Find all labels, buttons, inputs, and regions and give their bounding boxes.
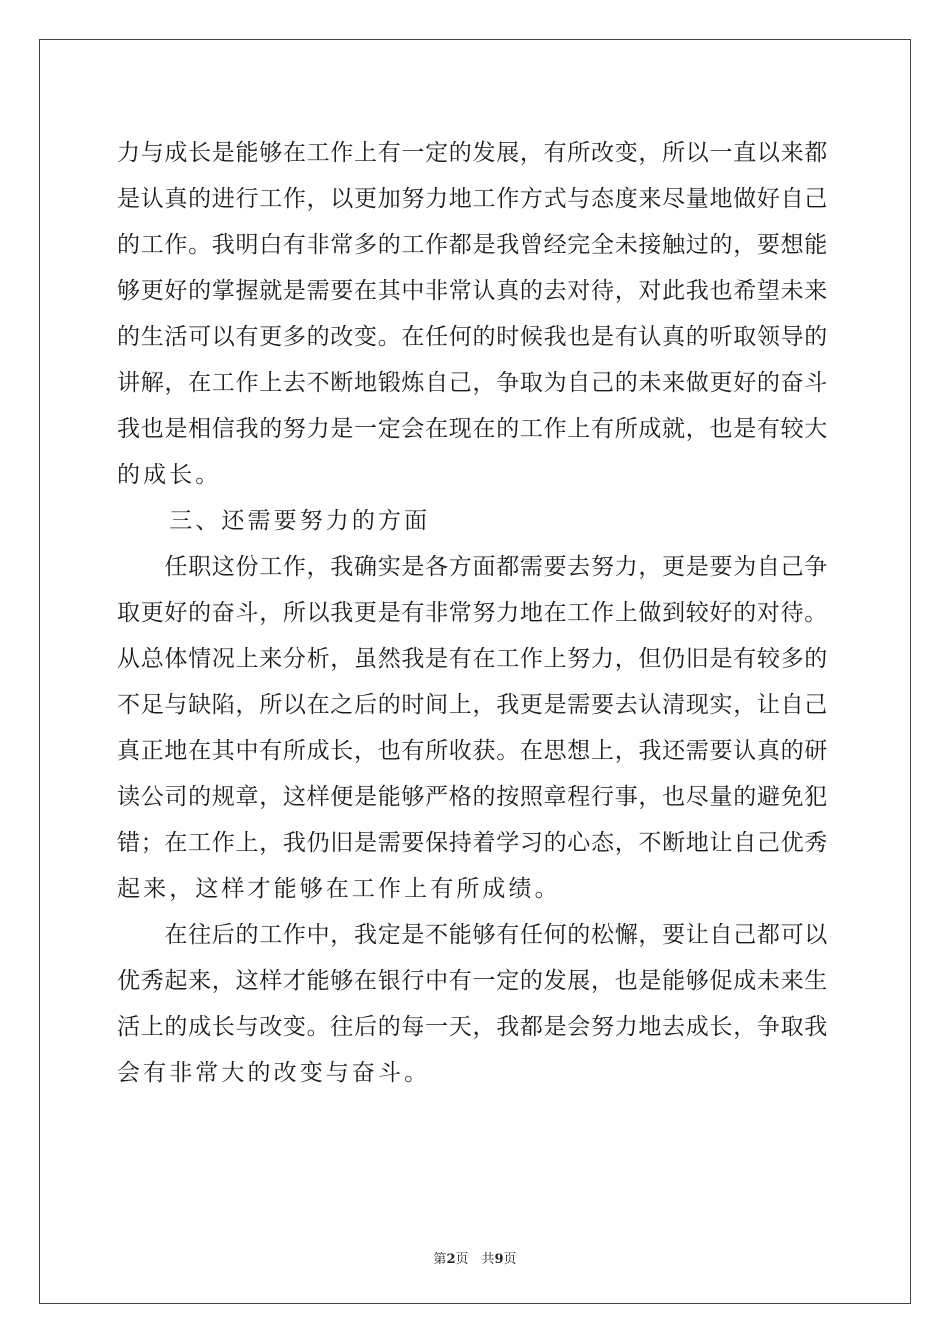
text-line: 会有非常大的改变与奋斗。 (117, 1060, 431, 1086)
text-line: 够更好的掌握就是需要在其中非常认真的去对待，对此我也希望未来 (117, 278, 828, 304)
text-line: 真正地在其中有所成长，也有所收获。在思想上，我还需要认真的研 (117, 738, 828, 764)
page-footer (0, 1248, 950, 1267)
text-line: 错；在工作上，我仍旧是需要保持着学习的心态，不断地让自己优秀 (117, 830, 828, 856)
text-line: 的工作。我明白有非常多的工作都是我曾经完全未接触过的，要想能 (117, 232, 828, 258)
text-line: 优秀起来，这样才能够在银行中有一定的发展，也是能够促成未来生 (117, 968, 828, 994)
total-page-number: 9 (494, 1252, 504, 1267)
text-line: 我也是相信我的努力是一定会在现在的工作上有所成就，也是有较大 (117, 416, 828, 442)
current-page-number: 2 (446, 1252, 456, 1267)
footer-suffix: 页 (503, 1252, 517, 1267)
document-body (117, 130, 833, 1096)
text-line: 起来，这样才能够在工作上有所成绩。 (117, 876, 561, 902)
text-line: 的生活可以有更多的改变。在任何的时候我也是有认真的听取领导的 (117, 324, 828, 350)
footer-prefix: 第 (433, 1252, 447, 1267)
text-line: 活上的成长与改变。往后的每一天，我都是会努力地去成长，争取我 (117, 1014, 828, 1040)
text-line: 在往后的工作中，我定是不能够有任何的松懈，要让自己都可以 (117, 922, 828, 948)
text-line: 是认真的进行工作，以更加努力地工作方式与态度来尽量地做好自己 (117, 186, 828, 212)
section-heading: 三、还需要努力的方面 (117, 508, 431, 534)
text-line: 读公司的规章，这样便是能够严格的按照章程行事，也尽量的避免犯 (117, 784, 828, 810)
text-line: 讲解，在工作上去不断地锻炼自己，争取为自己的未来做更好的奋斗 (117, 370, 828, 396)
text-line: 力与成长是能够在工作上有一定的发展，有所改变，所以一直以来都 (117, 140, 828, 166)
text-line: 的成长。 (117, 462, 222, 488)
text-line: 任职这份工作，我确实是各方面都需要去努力，更是要为自己争 (117, 554, 828, 580)
text-line: 取更好的奋斗，所以我更是有非常努力地在工作上做到较好的对待。 (117, 600, 828, 626)
footer-middle: 页 共 (455, 1252, 495, 1267)
text-line: 从总体情况上来分析，虽然我是有在工作上努力，但仍旧是有较多的 (117, 646, 828, 672)
text-line: 不足与缺陷，所以在之后的时间上，我更是需要去认清现实，让自己 (117, 692, 828, 718)
